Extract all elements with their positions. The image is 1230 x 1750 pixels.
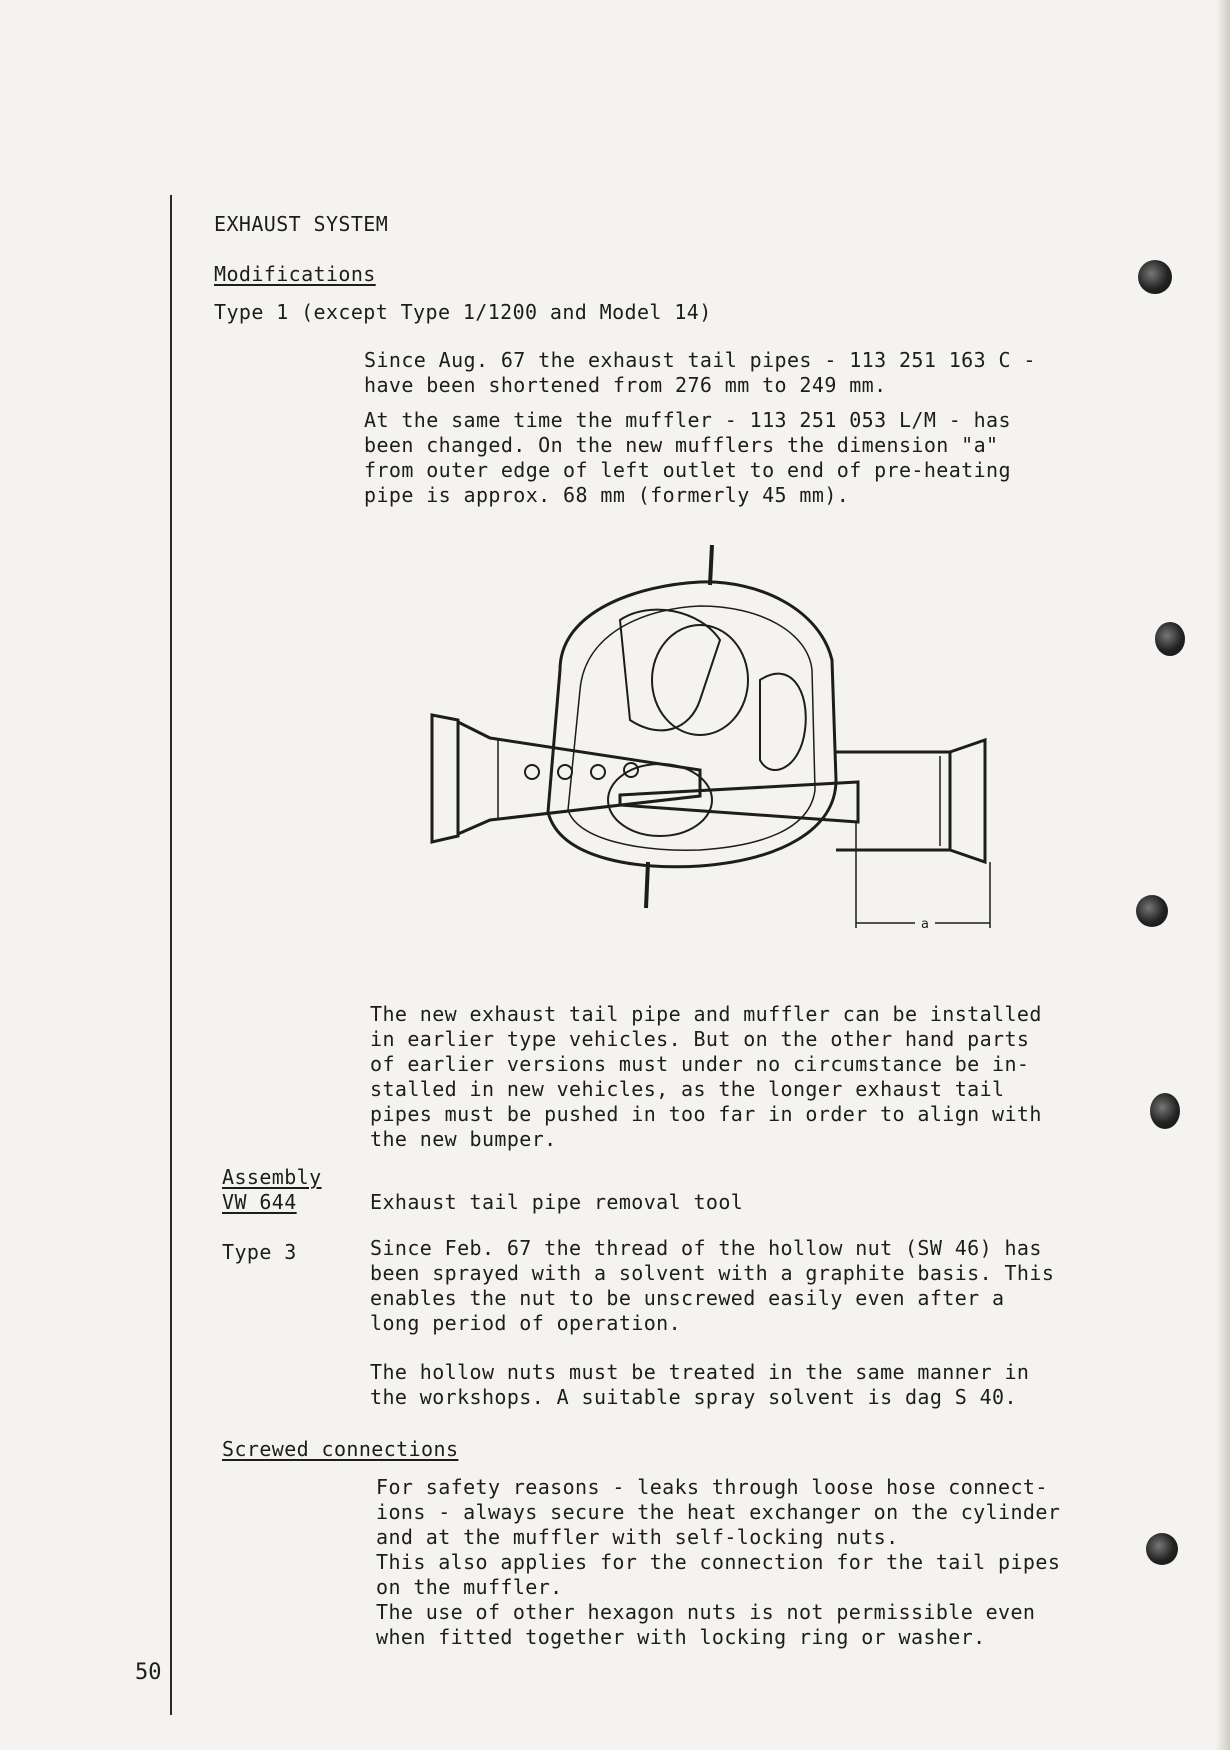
pipe-hole-2 <box>558 765 572 779</box>
left-outlet-pipe <box>458 722 700 834</box>
tool-description: Exhaust tail pipe removal tool <box>370 1190 744 1214</box>
type3-line-4: long period of operation. <box>370 1311 682 1335</box>
screwed-line-3: and at the muffler with self-locking nuts. <box>376 1525 899 1549</box>
type3-line-1: Since Feb. 67 the thread of the hollow nut (SW 46) has <box>370 1236 1042 1260</box>
muffler-inner-outline <box>568 606 815 850</box>
type3-line-2: been sprayed with a solvent with a graphite basis. This <box>370 1261 1055 1285</box>
inner-chamber-top <box>652 625 748 735</box>
para1-line-1: Since Aug. 67 the exhaust tail pipes - 113 251 163 C - <box>364 348 1036 372</box>
screwed-title: Screwed connections <box>222 1437 459 1461</box>
para2-line-4: pipe is approx. 68 mm (formerly 45 mm). <box>364 483 850 507</box>
para3-line-3: of earlier versions must under no circumstance be in- <box>370 1052 1030 1076</box>
screwed-line-6: The use of other hexagon nuts is not permissible even <box>376 1600 1036 1624</box>
pipe-hole-3 <box>591 765 605 779</box>
tool-code: VW 644 <box>222 1190 297 1214</box>
screwed-line-4: This also applies for the connection for the tail pipes <box>376 1550 1061 1574</box>
para3-line-1: The new exhaust tail pipe and muffler can be installed <box>370 1002 1042 1026</box>
screwed-line-7: when fitted together with locking ring or washer. <box>376 1625 986 1649</box>
para3-line-2: in earlier type vehicles. But on the other hand parts <box>370 1027 1030 1051</box>
right-chamber <box>760 674 806 770</box>
bottom-tab <box>646 862 648 908</box>
type3-para2-line-2: the workshops. A suitable spray solvent is dag S 40. <box>370 1385 1017 1409</box>
type1-line: Type 1 (except Type 1/1200 and Model 14) <box>214 300 712 324</box>
inner-shell <box>620 610 720 731</box>
page-number: 50 <box>135 1660 162 1685</box>
screwed-line-1: For safety reasons - leaks through loose hose connect- <box>376 1475 1048 1499</box>
para3-line-6: the new bumper. <box>370 1127 557 1151</box>
muffler-body <box>548 582 836 867</box>
para2-line-2: been changed. On the new mufflers the dimension "a" <box>364 433 999 457</box>
para1-line-2: have been shortened from 276 mm to 249 mm. <box>364 373 887 397</box>
para2-line-3: from outer edge of left outlet to end of pre-heating <box>364 458 1011 482</box>
left-outlet-flare <box>432 715 458 842</box>
screwed-line-2: ions - always secure the heat exchanger on the cylinder <box>376 1500 1061 1524</box>
type3-para2-line-1: The hollow nuts must be treated in the same manner in <box>370 1360 1030 1384</box>
top-tab <box>710 545 712 585</box>
right-outlet-pipe <box>836 752 950 850</box>
section-heading: EXHAUST SYSTEM <box>214 212 389 236</box>
type3-line-3: enables the nut to be unscrewed easily even after a <box>370 1286 1005 1310</box>
para3-line-4: stalled in new vehicles, as the longer exhaust tail <box>370 1077 1005 1101</box>
right-outlet-flare <box>950 740 985 862</box>
screwed-line-5: on the muffler. <box>376 1575 563 1599</box>
para3-line-5: pipes must be pushed in too far in order to align with <box>370 1102 1042 1126</box>
type3-label: Type 3 <box>222 1240 297 1264</box>
modifications-title: Modifications <box>214 262 376 286</box>
para2-line-1: At the same time the muffler - 113 251 053 L/M - has <box>364 408 1011 432</box>
dimension-label-a: a <box>921 917 929 932</box>
assembly-title: Assembly <box>222 1165 322 1189</box>
pipe-hole-1 <box>525 765 539 779</box>
